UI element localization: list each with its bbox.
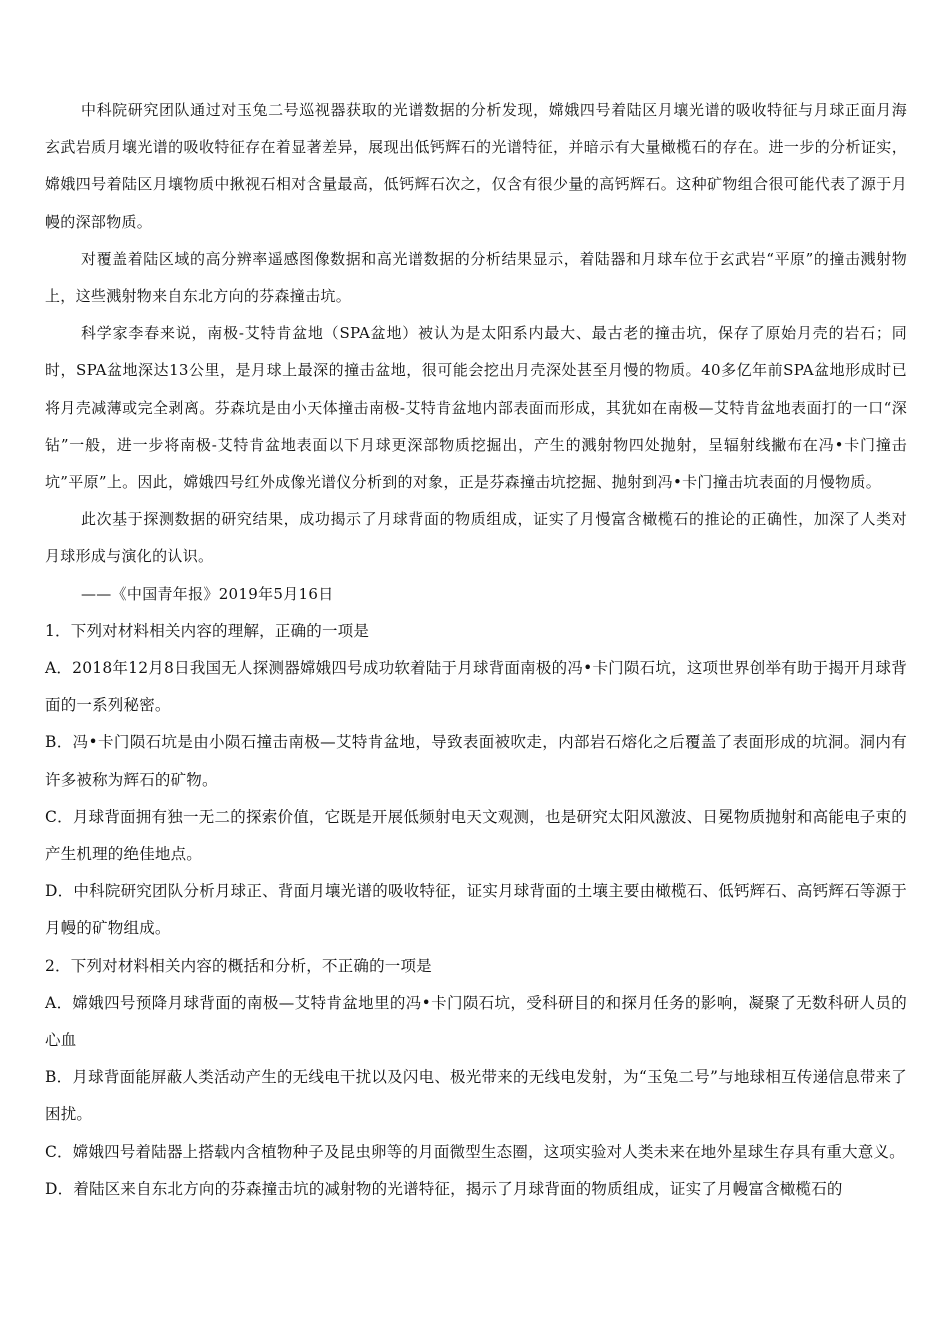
question-1-option-c: C．月球背面拥有独一无二的探索价值，它既是开展低频射电天文观测，也是研究太阳风激波、日冕物质抛射和高能电子束的产生机理的绝佳地点。 — [45, 807, 907, 864]
question-2 — [45, 948, 907, 1208]
question-1-option-b: B．冯•卡门陨石坑是由小陨石撞击南极—艾特肯盆地，导致表面被吹走，内部岩石熔化之后覆盖了表面形成的坑洞。洞内有许多被称为辉石的矿物。 — [45, 733, 907, 789]
question-2-option-a: A．嫦娥四号预降月球背面的南极—艾特肯盆地里的冯•卡门陨石坑，受科研目的和探月任务的影响，凝聚了无数科研人员的心血 — [45, 993, 907, 1050]
passage-paragraph-4: 此次基于探测数据的研究结果，成功揭示了月球背面的物质组成，证实了月慢富含橄榄石的推论的正确性，加深了人类对月球形成与演化的认识。 — [45, 510, 907, 566]
question-2-option-d: D．着陆区来自东北方向的芬森撞击坑的减射物的光谱特征，揭示了月球背面的物质组成，证实了月幔富含橄榄石的 — [45, 1179, 843, 1198]
passage-paragraph-3: 科学家李春来说，南极-艾特肯盆地（SPA盆地）被认为是太阳系内最大、最古老的撞击坑，保存了原始月壳的岩石；同时，SPA盆地深达13公里，是月球上最深的撞击盆地，很可能会挖出月壳深处甚至月慢的物质。40多亿年前SPA盆地形成时已将月壳减薄或完全剥离。芬森坑是由小天体撞击南极-艾特肯盆地内部表面而形成，其犹如在南极—艾特肯盆地表面打的一口“深钻”一般，进一步将南极-艾特肯盆地表面以下月球更深部物质挖掘出，产生的溅射物四处抛射，呈辐射线撇布在冯•卡门撞击坑”平原”上。因此，嫦娥四号红外成像光谱仪分析到的对象，正是芬森撞击坑挖掘、抛射到冯•卡门撞击坑表面的月慢物质。 — [45, 324, 907, 492]
passage-source: ——《中国青年报》2019年5月16日 — [81, 584, 334, 603]
document-body — [45, 92, 907, 1208]
question-1-stem: 1．下列对材料相关内容的理解，正确的一项是 — [45, 621, 370, 640]
question-1-option-d: D．中科院研究团队分析月球正、背面月壤光谱的吸收特征，证实月球背面的土壤主要由橄榄石、低钙辉石、高钙辉石等源于月幔的矿物组成。 — [45, 882, 907, 938]
question-2-option-c: C．嫦娥四号着陆器上搭载内含植物种子及昆虫卵等的月面微型生态圈，这项实验对人类未来在地外星球生存具有重大意义。 — [45, 1142, 905, 1161]
question-1 — [45, 613, 907, 948]
question-2-stem: 2．下列对材料相关内容的概括和分析，不正确的一项是 — [45, 956, 432, 975]
passage-paragraph-1: 中科院研究团队通过对玉兔二号巡视器获取的光谱数据的分析发现，嫦娥四号着陆区月壤光谱的吸收特征与月球正面月海玄武岩质月壤光谱的吸收特征存在着显著差异，展现出低钙辉石的光谱特征，并暗示有大量橄榄石的存在。进一步的分析证实，嫦娥四号着陆区月壤物质中揪视石相对含量最高，低钙辉石次之，仅含有很少量的高钙辉石。这种矿物组合很可能代表了源于月幔的深部物质。 — [45, 101, 907, 231]
question-1-option-a: A．2018年12月8日我国无人探测器嫦娥四号成功软着陆于月球背面南极的冯•卡门陨石坑，这项世界创举有助于揭开月球背面的一系列秘密。 — [45, 659, 907, 715]
question-2-option-b: B．月球背面能屏蔽人类活动产生的无线电干扰以及闪电、极光带来的无线电发射，为“玉兔二号”与地球相互传递信息带来了困扰。 — [45, 1068, 907, 1124]
passage-paragraph-2: 对覆盖着陆区域的高分辨率遥感图像数据和高光谱数据的分析结果显示，着陆器和月球车位于玄武岩“平原”的撞击溅射物上，这些溅射物来自东北方向的芬森撞击坑。 — [45, 249, 907, 306]
